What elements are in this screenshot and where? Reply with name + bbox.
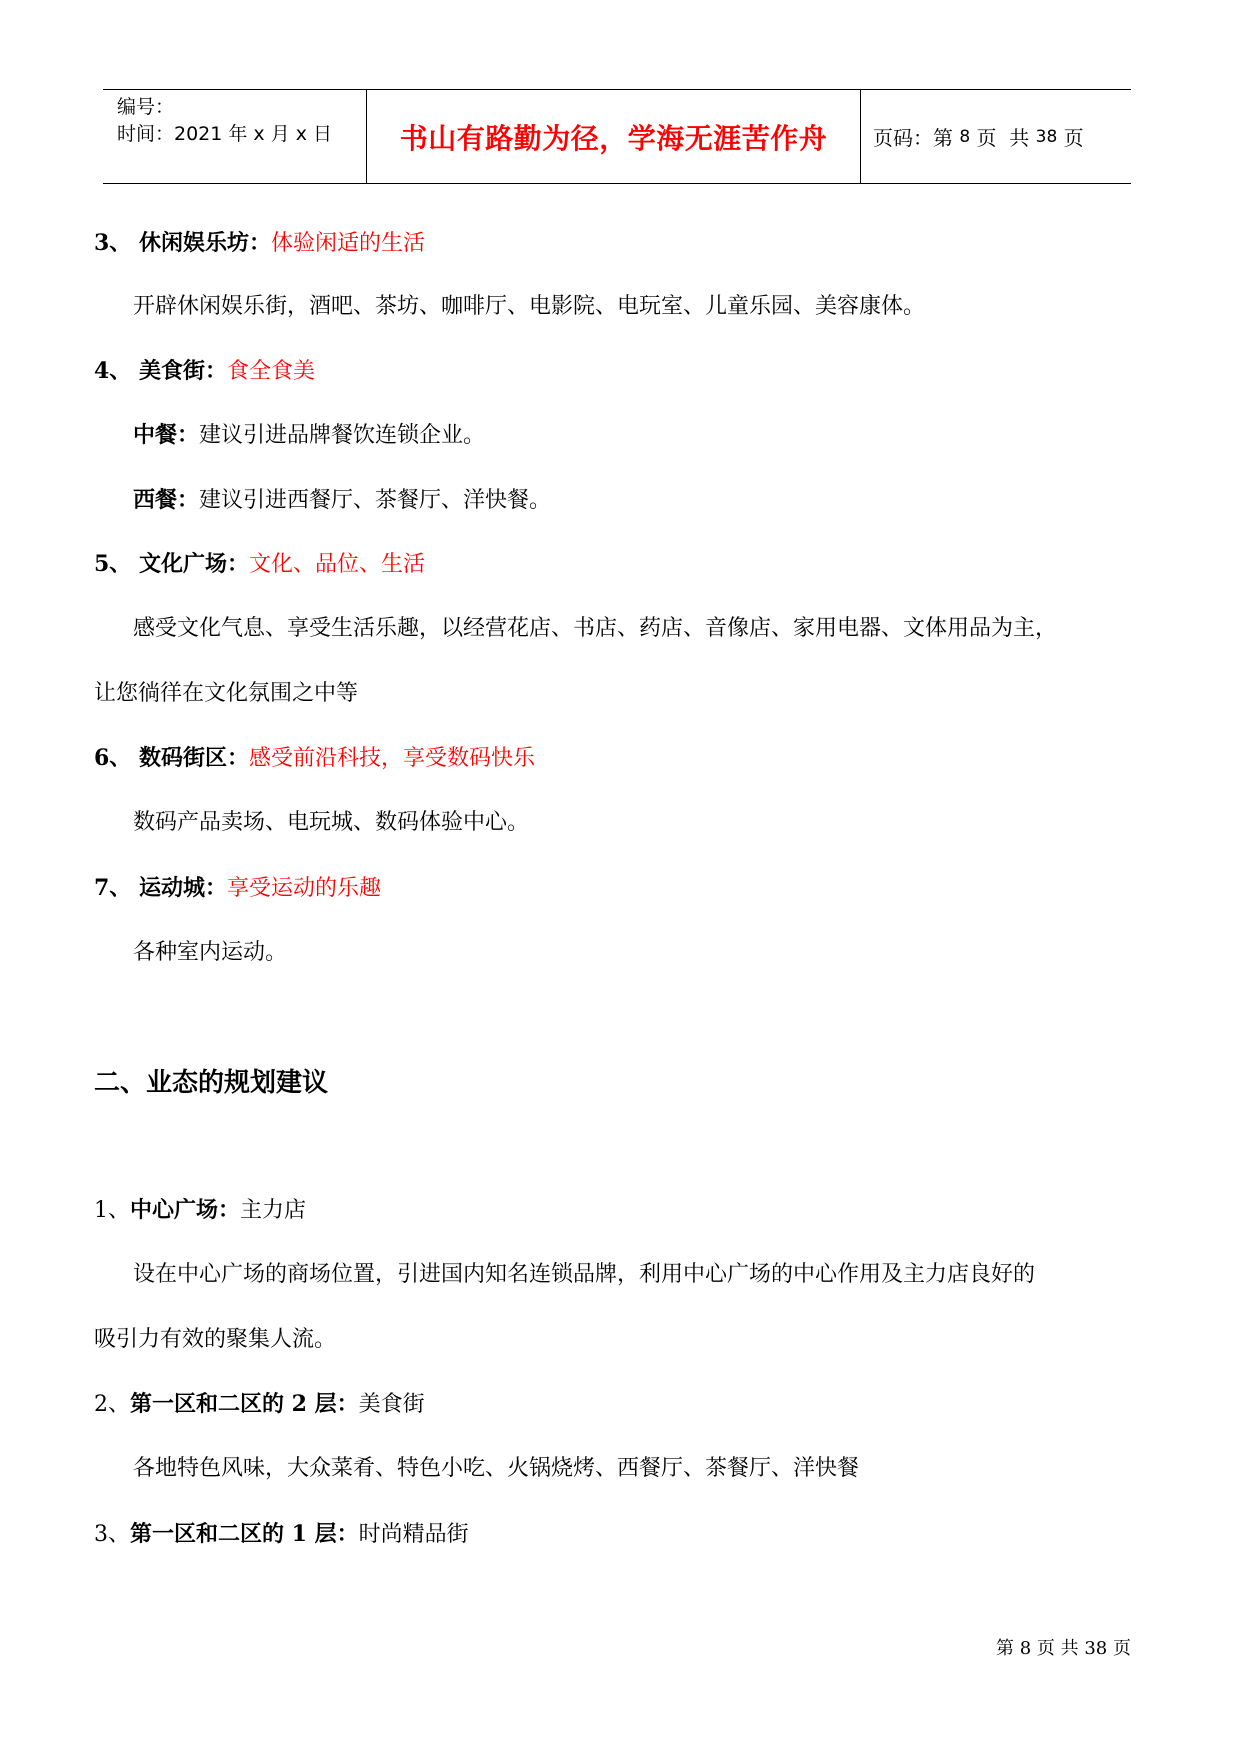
sub-item-text: 建议引进品牌餐饮连锁企业。 [199, 423, 486, 448]
item-title: 数码街区： [138, 745, 249, 771]
point-value: 主力店 [240, 1198, 307, 1223]
page-suffix: 页 [1057, 126, 1084, 150]
point-description-cont: 吸引力有效的聚集人流。 [94, 1327, 337, 1352]
sub-item [133, 485, 551, 516]
page-footer: 第 8 页 共 38 页 [996, 1638, 1131, 1659]
page-number: 8 [959, 126, 971, 147]
time-label: 时间：2021 年 x 月 x 日 [117, 123, 333, 145]
sub-item-label: 中餐： [133, 422, 200, 448]
item-title: 运动城： [138, 875, 227, 901]
item-tagline: 食全食美 [226, 359, 315, 384]
sub-item-text: 建议引进西餐厅、茶餐厅、洋快餐。 [199, 488, 552, 513]
item-title: 休闲娱乐坊： [138, 230, 271, 256]
item-number: 5、 [94, 551, 139, 577]
item-heading [94, 228, 425, 259]
item-description: 各种室内运动。 [133, 940, 288, 965]
section-heading: 二、业态的规划建议 [94, 1068, 329, 1098]
item-tagline: 文化、品位、生活 [248, 552, 425, 577]
page-header-table [103, 89, 1131, 184]
item-description: 数码产品卖场、电玩城、数码体验中心。 [133, 810, 530, 835]
item-title: 美食街： [138, 358, 227, 384]
item-tagline: 感受前沿科技，享受数码快乐 [248, 746, 535, 771]
item-description-cont: 让您徜徉在文化氛围之中等 [94, 681, 359, 706]
point-heading [94, 1195, 306, 1226]
point-heading [94, 1389, 425, 1420]
number-label: 编号： [117, 96, 175, 118]
item-heading [94, 743, 535, 774]
point-title: 中心广场： [130, 1197, 241, 1223]
item-number: 7、 [94, 875, 139, 901]
item-title: 文化广场： [138, 551, 249, 577]
item-number: 3、 [94, 230, 139, 256]
point-number: 3、 [94, 1522, 130, 1547]
item-heading [94, 356, 315, 387]
point-number: 1、 [94, 1198, 130, 1223]
header-page-info [873, 90, 1084, 183]
item-number: 6、 [94, 745, 139, 771]
item-description: 感受文化气息、享受生活乐趣，以经营花店、书店、药店、音像店、家用电器、文体用品为主， [133, 616, 1058, 641]
page-mid: 页 共 [970, 126, 1036, 150]
item-description: 开辟休闲娱乐街，酒吧、茶坊、咖啡厅、电影院、电玩室、儿童乐园、美容康体。 [133, 294, 926, 319]
sub-item [133, 420, 485, 451]
header-meta [117, 94, 332, 148]
point-description: 设在中心广场的商场位置，引进国内知名连锁品牌，利用中心广场的中心作用及主力店良好的 [133, 1262, 1036, 1287]
point-value: 美食街 [358, 1392, 425, 1417]
item-tagline: 享受运动的乐趣 [226, 876, 381, 901]
point-title: 第一区和二区的 1 层： [130, 1521, 359, 1547]
point-heading [94, 1519, 469, 1550]
header-divider [860, 90, 861, 183]
header-motto: 书山有路勤为径，学海无涯苦作舟 [399, 121, 828, 155]
point-number: 2、 [94, 1392, 130, 1417]
point-title: 第一区和二区的 2 层： [130, 1391, 359, 1417]
page-prefix: 页码：第 [873, 126, 960, 150]
page-total: 38 [1035, 126, 1058, 147]
point-value: 时尚精品街 [358, 1522, 469, 1547]
item-number: 4、 [94, 358, 139, 384]
sub-item-label: 西餐： [133, 487, 200, 513]
item-tagline: 体验闲适的生活 [270, 231, 425, 256]
point-description: 各地特色风味，大众菜肴、特色小吃、火锅烧烤、西餐厅、茶餐厅、洋快餐 [133, 1456, 860, 1481]
item-heading [94, 549, 425, 580]
item-heading [94, 873, 381, 904]
